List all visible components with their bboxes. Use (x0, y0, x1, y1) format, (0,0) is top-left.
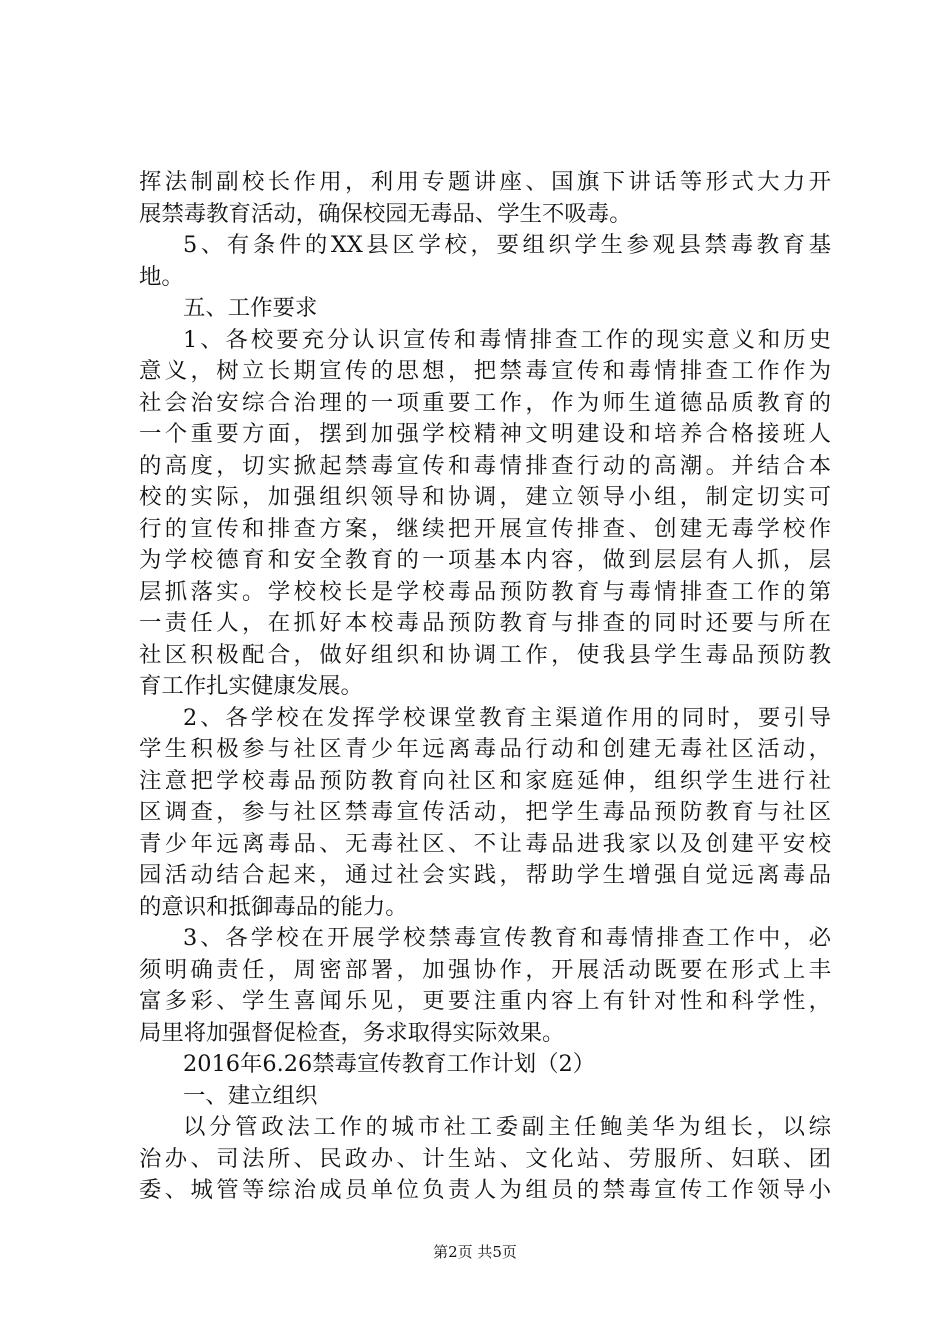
text-line: 层抓落实。学校校长是学校毒品预防教育与毒情排查工作的第 (139, 578, 831, 605)
text-line: 的意识和抵御毒品的能力。 (139, 893, 408, 920)
text-line: 富多彩、学生喜闻乐见，更要注重内容上有针对性和科学性， (139, 988, 831, 1014)
page-footer: 第2页 共5页 (433, 1243, 517, 1261)
text-line: 3、各学校在开展学校禁毒宣传教育和毒情排查工作中，必 (183, 925, 831, 951)
text-line: 区调查，参与社区禁毒宣传活动，把学生毒品预防教育与社区 (139, 799, 831, 825)
text-line: 地。 (139, 263, 184, 290)
text-line: 须明确责任，周密部署，加强协作，开展活动既要在形式上丰 (139, 956, 831, 983)
text-line: 校的实际，加强组织领导和协调，建立领导小组，制定切实可 (139, 484, 831, 510)
text-line: 意义，树立长期宣传的思想，把禁毒宣传和毒情排查工作作为 (139, 358, 831, 384)
text-line: 五、工作要求 (183, 295, 318, 321)
text-line: 挥法制副校长作用，利用专题讲座、国旗下讲话等形式大力开 (139, 169, 831, 195)
text-line: 2016年6.26禁毒宣传教育工作计划（2） (183, 1051, 596, 1077)
text-line: 的高度，切实掀起禁毒宣传和毒情排查行动的高潮。并结合本 (139, 452, 831, 479)
text-line: 社会治安综合治理的一项重要工作，作为师生道德品质教育的 (139, 389, 831, 416)
text-line: 以分管政法工作的城市社工委副主任鲍美华为组长，以综 (183, 1114, 831, 1140)
text-line: 5、有条件的XX县区学校，要组织学生参观县禁毒教育基 (183, 232, 831, 258)
text-line: 一个重要方面，摆到加强学校精神文明建设和培养合格接班人 (139, 421, 831, 447)
text-line: 行的宣传和排查方案，继续把开展宣传排查、创建无毒学校作 (139, 515, 831, 542)
text-line: 注意把学校毒品预防教育向社区和家庭延伸，组织学生进行社 (139, 767, 831, 794)
text-line: 为学校德育和安全教育的一项基本内容，做到层层有人抓，层 (139, 547, 831, 573)
text-line: 2、各学校在发挥学校课堂教育主渠道作用的同时，要引导 (183, 704, 831, 731)
text-line: 委、城管等综治成员单位负责人为组员的禁毒宣传工作领导小 (139, 1177, 831, 1203)
text-line: 园活动结合起来，通过社会实践，帮助学生增强自觉远离毒品 (139, 862, 831, 888)
text-line: 1、各校要充分认识宣传和毒情排查工作的现实意义和历史 (183, 326, 831, 353)
text-line: 局里将加强督促检查，务求取得实际效果。 (139, 1019, 565, 1046)
text-line: 展禁毒教育活动，确保校园无毒品、学生不吸毒。 (139, 200, 632, 227)
text-line: 一责任人，在抓好本校毒品预防教育与排查的同时还要与所在 (139, 610, 831, 636)
text-line: 育工作扎实健康发展。 (139, 673, 363, 699)
text-line: 治办、司法所、民政办、计生站、文化站、劳服所、妇联、团 (139, 1145, 831, 1172)
text-line: 学生积极参与社区青少年远离毒品行动和创建无毒社区活动， (139, 736, 831, 762)
document-body (139, 167, 831, 1207)
text-line: 一、建立组织 (183, 1082, 318, 1109)
text-line: 青少年远离毒品、无毒社区、不让毒品进我家以及创建平安校 (139, 830, 831, 857)
text-line: 社区积极配合，做好组织和协调工作，使我县学生毒品预防教 (139, 641, 831, 668)
